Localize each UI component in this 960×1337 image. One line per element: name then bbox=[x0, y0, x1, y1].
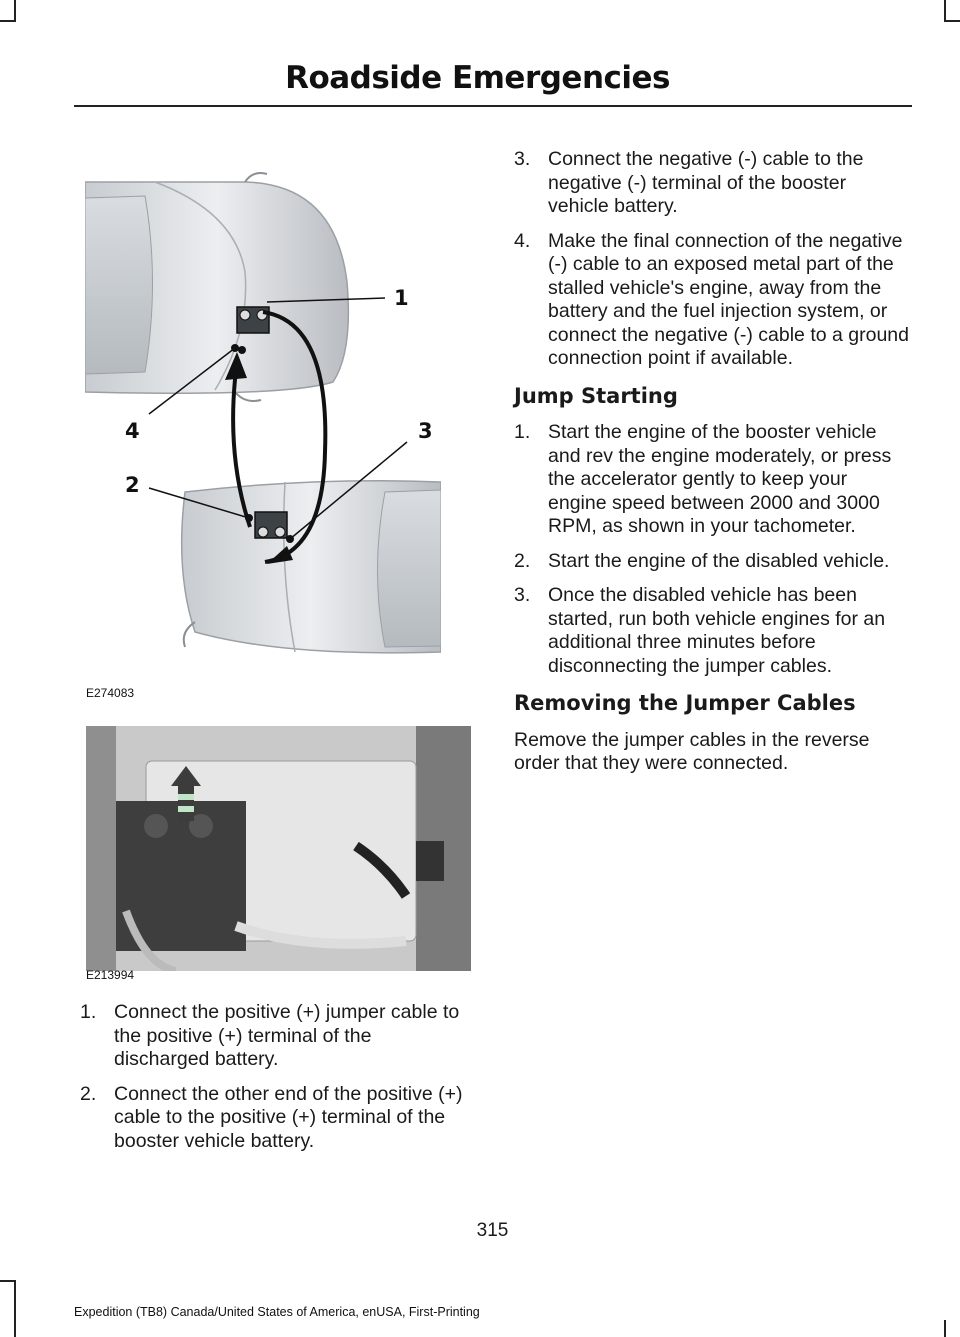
header-divider bbox=[74, 105, 912, 107]
crop-mark bbox=[14, 1280, 16, 1337]
step-number: 2. bbox=[80, 1082, 97, 1105]
callout-1: 1 bbox=[394, 286, 409, 310]
list-item bbox=[514, 148, 910, 219]
step-number: 2. bbox=[514, 549, 531, 572]
page-number: 315 bbox=[476, 1220, 509, 1241]
crop-mark bbox=[944, 1320, 946, 1337]
page-title: Roadside Emergencies bbox=[285, 60, 670, 96]
right-column bbox=[514, 148, 910, 776]
figure-code: E213994 bbox=[86, 968, 135, 982]
section-heading: Removing the Jumper Cables bbox=[514, 691, 856, 715]
crop-mark bbox=[944, 20, 960, 22]
step-number: 4. bbox=[514, 229, 531, 252]
step-text: Once the disabled vehicle has been started, run both vehicle engines for an additional three minutes before disconnecting the jumper cables. bbox=[548, 584, 886, 677]
step-text: Connect the positive (+) jumper cable to the positive (+) terminal of the discharged battery. bbox=[114, 1001, 460, 1070]
list-item bbox=[80, 1083, 472, 1154]
callout-2: 2 bbox=[125, 473, 140, 497]
step-text: Start the engine of the booster vehicle and rev the engine moderately, or press the accelerator gently to keep your engine speed between 2000 and 3000 RPM, as shown in your tachometer. bbox=[548, 421, 892, 537]
jump-start-diagram bbox=[85, 152, 441, 672]
paragraph: Remove the jumper cables in the reverse order that they were connected. bbox=[514, 728, 870, 774]
list-item bbox=[514, 584, 910, 678]
list-item bbox=[514, 421, 910, 539]
list-item bbox=[80, 1001, 472, 1072]
step-text: Make the final connection of the negative (-) cable to an exposed metal part of the stalled vehicle's engine, away from the battery and the fuel injection system, or connect the negative (-) cable to a ground connection point if available. bbox=[548, 229, 909, 369]
left-column bbox=[80, 1001, 472, 1164]
crop-mark bbox=[0, 20, 16, 22]
step-text: Connect the other end of the positive (+) cable to the positive (+) terminal of the booster vehicle battery. bbox=[114, 1082, 463, 1152]
callout-4: 4 bbox=[125, 419, 140, 443]
battery-illustration bbox=[86, 726, 471, 971]
step-text: Connect the negative (-) cable to the negative (-) terminal of the booster vehicle battery. bbox=[548, 148, 864, 217]
crop-mark bbox=[0, 1280, 16, 1282]
footer-text: Expedition (TB8) Canada/United States of America, enUSA, First-Printing bbox=[74, 1305, 480, 1319]
step-number: 3. bbox=[514, 148, 531, 170]
vehicles-illustration bbox=[85, 152, 441, 672]
step-number: 1. bbox=[514, 421, 531, 443]
figure-code: E274083 bbox=[86, 686, 135, 700]
callout-3: 3 bbox=[418, 419, 433, 443]
section-heading: Jump Starting bbox=[514, 383, 678, 408]
step-number: 1. bbox=[80, 1001, 97, 1023]
list-item bbox=[514, 550, 910, 574]
crop-mark bbox=[14, 0, 16, 22]
crop-mark bbox=[944, 0, 946, 22]
list-item bbox=[514, 230, 910, 371]
step-number: 3. bbox=[514, 584, 531, 606]
step-text: Start the engine of the disabled vehicle. bbox=[548, 549, 890, 572]
battery-photo bbox=[86, 726, 471, 971]
